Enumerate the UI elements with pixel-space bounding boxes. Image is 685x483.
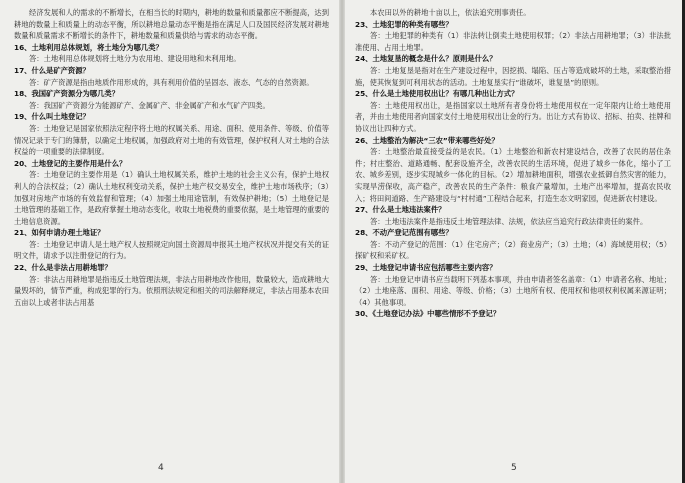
continued-paragraph: 经济发展和人的需求的不断增长，在相当长的时期内，耕地的数量和质量都应不断提高，达到耕地的数量上和质量上的动态平衡，所以耕地总量动态平衡是指在满足人口及国民经济发展对耕地数量和质量需求不断增长的条件下，耕地数量和质量供给与需求的动态平衡。 [14, 8, 329, 41]
question-heading: 29、土地登记申请书应包括哪些主要内容？ [355, 263, 497, 273]
answer-paragraph: 答：土地登记的主要作用是（1）确认土地权属关系，维护土地的社会主义公有，保护土地权利人的合法权益；（2）确认土地权利变动关系，保护土地产权交易安全，维护土地市场秩序；（3）加强对房地产市场的有效监督和管理；（4）加强土地用途管制，有效保护耕地；（5）土地登记是土地管理的基础工作，是政府掌握土地动态变化，收取土地税费的重要依据，是土地管理的重要的土地信息资源。 [14, 170, 329, 226]
answer-paragraph: 答：土地整治最直接受益的是农民。（1）土地整治和新农村建设结合，改善了农民的居住条件；村庄整治、道路通畅、配套设施齐全，改善农民的生活环境，促进了城乡一体化，缩小了工农、城乡差别，逐步实现城乡一体化的目标。（2）增加耕地面积，增强农业抵御自然灾害的能力，实现旱涝保收，高产稳产，改善农民的生产条件：粮食产量增加，土地产出率增加，提高农民收入；将田间道路、生产路建设与“村村通”工程结合起来，打造生态文明家园，促进新农村建设。 [355, 147, 671, 203]
right-page-body [355, 7, 671, 320]
answer-paragraph: 答：土地利用总体规划将土地分为农用地、建设用地和未利用地。 [29, 54, 241, 64]
right-page [343, 0, 685, 483]
answer-paragraph: 答：非法占用耕地罪是指违反土地管理法规，非法占用耕地改作他用，数量较大，造成耕地大量毁坏的，情节严重，构成犯罪的行为。依照刑法规定和相关的司法解释规定，非法占用基本农田五亩以上或者非法占用基 [14, 274, 329, 307]
left-page-body [14, 7, 329, 308]
answer-paragraph: 答：不动产登记的范围：（1）住宅房产；（2）商业房产；（3）土地；（4）海域使用权；（5）探矿权和采矿权。 [355, 239, 671, 261]
question-heading: 24、土地复垦的概念是什么？原则是什么？ [355, 54, 497, 64]
question-heading: 26、土地整治为解决“三农”带来哪些好处？ [355, 135, 499, 145]
question-heading: 25、什么是土地使用权出让？有哪几种出让方式？ [355, 89, 519, 99]
answer-paragraph: 答：矿产资源是指由地质作用形成的，具有利用价值的呈固态、液态、气态的自然资源。 [29, 77, 314, 87]
question-heading: 18、我国矿产资源分为哪几类？ [14, 89, 120, 99]
answer-paragraph: 答：土地使用权出让，是指国家以土地所有者身份将土地使用权在一定年限内让给土地使用者，并由土地使用者向国家支付土地使用权出让金的行为。出让方式有协议、招标、拍卖、挂牌和协议出让四种方式。 [355, 100, 671, 133]
answer-paragraph: 答：土地登记是国家依照法定程序将土地的权属关系、用途、面积、使用条件、等级、价值等情况记录于专门的簿册，以确定土地权属，加强政府对土地的有效管理，保护权利人对土地的合法权益的一项重要的法律制度。 [14, 123, 329, 157]
left-page [0, 0, 341, 483]
question-heading: 17、什么是矿产资源？ [14, 65, 90, 75]
question-heading: 23、土地犯罪的种类有哪些？ [355, 19, 453, 29]
continued-paragraph: 本农田以外的耕地十亩以上，依法追究刑事责任。 [370, 8, 531, 17]
answer-paragraph: 答：土地复垦是指对在生产建设过程中，因挖损、塌陷、压占等造成破坏的土地，采取整治措施，使其恢复到可利用状态的活动。土地复垦实行“谁破坏，谁复垦”的原则。 [355, 65, 671, 87]
answer-paragraph: 答：土地犯罪的种类有（1）非法转让倒卖土地使用权罪；（2）非法占用耕地罪；（3）非法批准使用、占用土地罪。 [355, 31, 671, 52]
left-page-number: 4 [158, 463, 164, 473]
answer-paragraph: 答：我国矿产资源分为能源矿产、金属矿产、非金属矿产和水气矿产四类。 [29, 100, 270, 110]
question-heading: 16、土地利用总体规划，将土地分为哪几类？ [14, 42, 163, 52]
answer-paragraph: 答：土地登记申请书应当载明下列基本事项，并由申请者签名盖章：（1）申请者名称、地址；（2）土地座落、面积、用途、等级、价格；（3）土地所有权、使用权和他项权利权属来源证明；（4）其他事项。 [355, 274, 671, 307]
question-heading: 20、土地登记的主要作用是什么？ [14, 158, 127, 168]
right-page-number: 5 [511, 463, 517, 473]
question-heading: 27、什么是土地违法案件？ [355, 205, 446, 215]
question-heading: 28、不动产登记范围有哪些？ [355, 228, 453, 238]
question-heading: 19、什么叫土地登记？ [14, 112, 90, 122]
question-heading: 21、如何申请办理土地证？ [14, 228, 105, 238]
answer-paragraph: 答：土地违法案件是指违反土地管理法律、法规，依法应当追究行政法律责任的案件。 [370, 216, 648, 226]
question-heading: 30、《土地登记办法》中哪些情形不予登记？ [355, 309, 501, 319]
answer-paragraph: 答：土地登记申请人是土地产权人按照规定向国土资源局申报其土地产权状况并提交有关的证明文件，请求予以注册登记的行为。 [14, 239, 329, 261]
question-heading: 22、什么是非法占用耕地罪？ [14, 263, 112, 273]
